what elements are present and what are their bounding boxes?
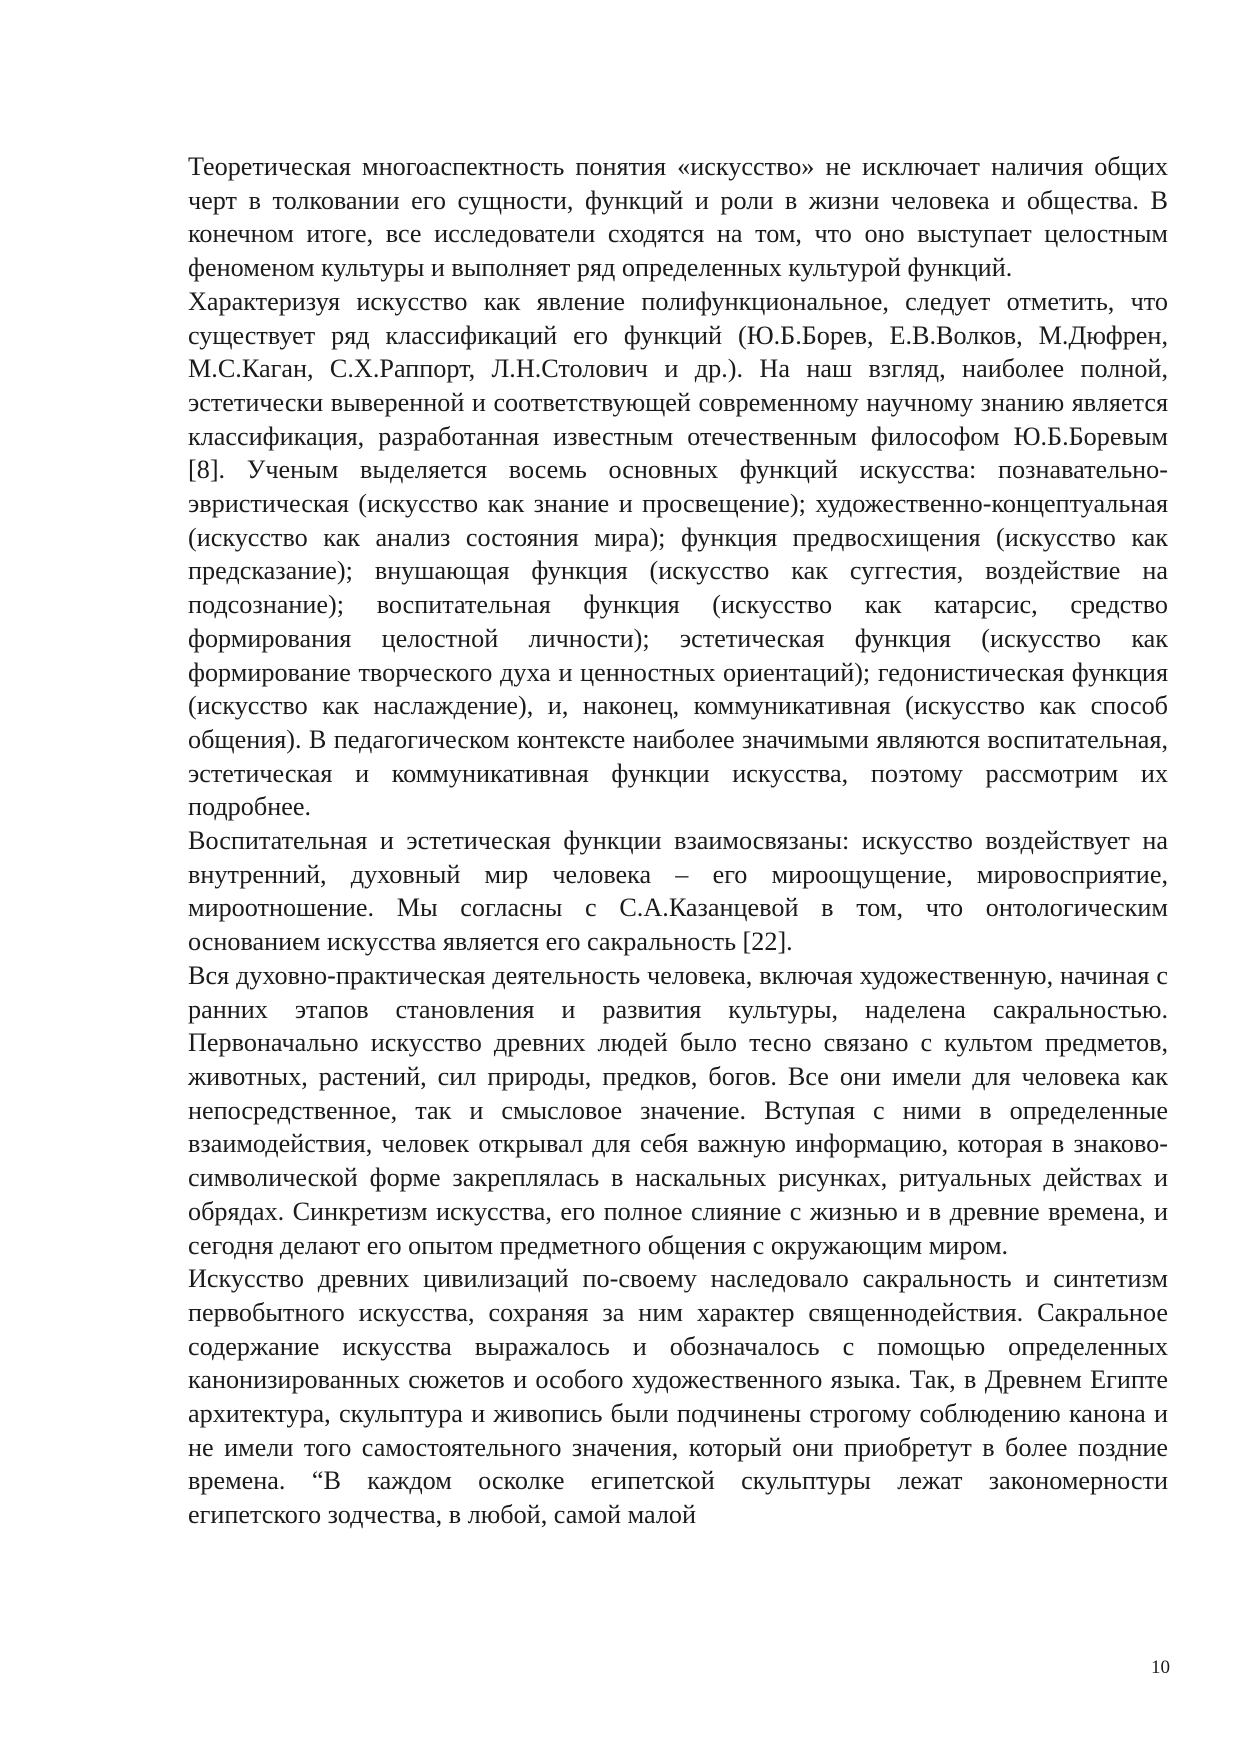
paragraph-1: Теоретическая многоаспектность понятия «искусство» не исключает наличия общих черт в толковании его сущности, функций и роли в жизни человека и общества. В конечном итоге, все исследователи сходятся на том, что оно выступает целостным феноменом культуры и выполняет ряд определенных культурой функций. — [188, 152, 1168, 283]
page-number: 10 — [1151, 1657, 1170, 1678]
body-text — [188, 150, 1168, 1532]
paragraph-4: Вся духовно-практическая деятельность человека, включая художественную, начиная с ранних этапов становления и развития культуры, наделена сакральностью. Первоначально искусство древних людей было тесно связано с культом предметов, животных, растений, сил природы, предков, богов. Все они имели для человека как непосредственное, так и смысловое значение. Вступая с ними в определенные взаимодействия, человек открывал для себя важную информацию, которая в знаково-символической форме закреплялась в наскальных рисунках, ритуальных действах и обрядах. Синкретизм искусства, его полное слияние с жизнью и в древние времена, и сегодня делают его опытом предметного общения с окружающим миром. — [188, 960, 1168, 1260]
paragraph-2: Характеризуя искусство как явление полифункциональное, следует отметить, что существует ряд классификаций его функций (Ю.Б.Борев, Е.В.Волков, М.Дюфрен, М.С.Каган, С.Х.Раппорт, Л.Н.Столович и др.). На наш взгляд, наиболее полной, эстетически выверенной и соответствующей современному научному знанию является классификация, разработанная известным отечественным философом Ю.Б.Боревым [8]. Ученым выделяется восемь основных функций искусства: познавательно-эвристическая (искусство как знание и просвещение); художественно-концептуальная (искусство как анализ состояния мира); функция предвосхищения (искусство как предсказание); внушающая функция (искусство как суггестия, воздействие на подсознание); воспитательная функция (искусство как катарсис, средство формирования целостной личности); эстетическая функция (искусство как формирование творческого духа и ценностных ориентаций); гедонистическая функция (искусство как наслаждение), и, наконец, коммуникативная (искусство как способ общения). В педагогическом контексте наиболее значимыми являются воспитательная, эстетическая и коммуникативная функции искусства, поэтому рассмотрим их подробнее. — [188, 286, 1168, 822]
paragraph-3: Воспитательная и эстетическая функции взаимосвязаны: искусство воздействует на внутренний, духовный мир человека – его мироощущение, мировосприятие, мироотношение. Мы согласны с С.А.Казанцевой в том, что онтологическим основанием искусства является его сакральность [22]. — [188, 826, 1168, 957]
paragraph-5: Искусство древних цивилизаций по-своему наследовало сакральность и синтетизм первобытного искусства, сохраняя за ним характер священнодействия. Сакральное содержание искусства выражалось и обозначалось с помощью определенных канонизированных сюжетов и особого художественного языка. Так, в Древнем Египте архитектура, скульптура и живопись были подчинены строгому соблюдению канона и не имели того самостоятельного значения, который они приобретут в более поздние времена. “В каждом осколке египетской скульптуры лежат закономерности египетского зодчества, в любой, самой малой — [188, 1264, 1168, 1530]
